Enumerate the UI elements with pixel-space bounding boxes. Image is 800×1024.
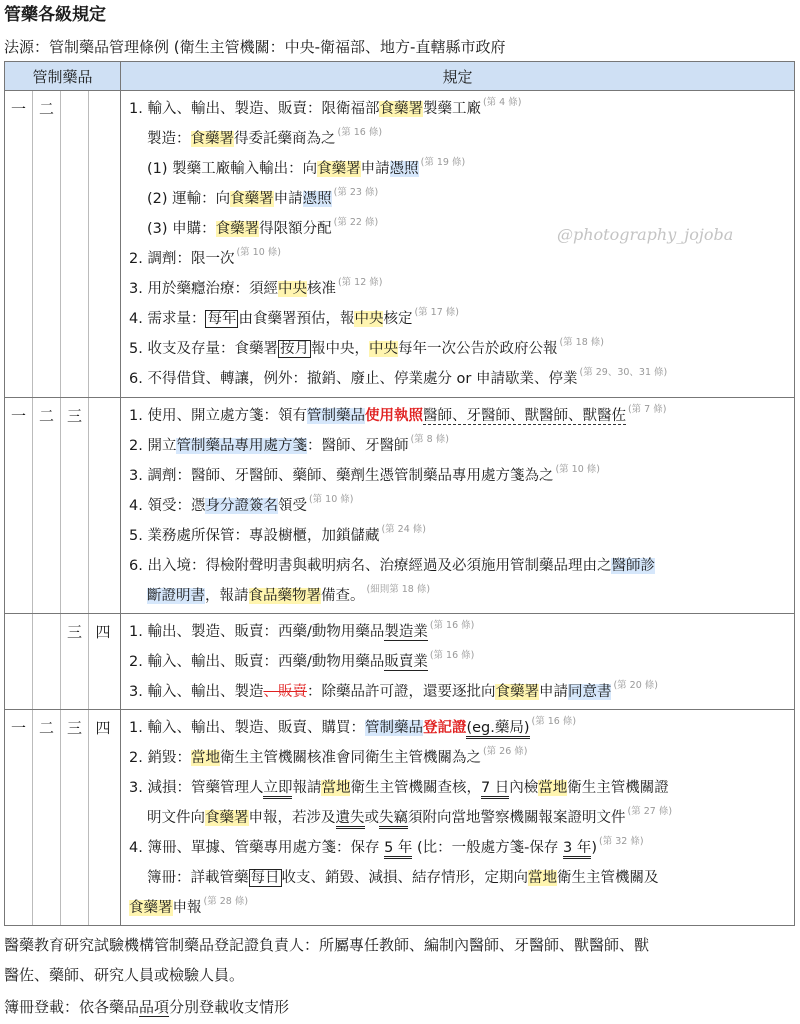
rule-line: 1. 輸出、製造、販賣：西藥/動物用藥品製造業 $^{(第 16 條)}$	[129, 620, 475, 640]
rule-line: 5. 業務處所保管：專設櫥櫃，加鎖儲藏 $^{(第 24 條)}$	[129, 524, 426, 544]
rule-line: 4. 領受：憑身分證簽名領受 $^{(第 10 條)}$	[129, 494, 354, 514]
rule-line: 3. 減損：管藥管理人立即報請當地衛生主管機關查核，7 日內檢當地衛生主管機關證	[129, 773, 794, 803]
rule-line: 4. 簿冊、單據、管藥專用處方箋：保存 5 年 (比：一般處方箋-保存 3 年) $^{(第 32 條)}$	[129, 833, 794, 863]
legal-source: 法源：管制藥品管理條例 (衛生主管機關：中央-衛福部、地方-直轄縣市政府	[4, 38, 506, 56]
rules-cell	[121, 614, 795, 710]
grade-1: 一	[5, 91, 33, 397]
grade-cell	[5, 710, 121, 926]
grade-empty	[33, 614, 61, 709]
page-title: 管藥各級規定	[4, 5, 106, 25]
rule-line: 6. 出入境：得檢附聲明書與載明病名、治療經過及必須施用管制藥品理由之醫師診	[129, 558, 655, 574]
rule-line: (1) 製藥工廠輸入輸出：向食藥署申請憑照 $^{(第 19 條)}$	[147, 157, 466, 177]
rules-cell	[121, 91, 795, 398]
header-grade: 管制藥品	[5, 62, 121, 91]
rule-line: 3. 輸入、輸出、製造、販賣：除藥品許可證，還要逐批向食藥署申請同意書 $^{(第 20 條)}$	[129, 680, 658, 700]
rule-line: 6. 不得借貸、轉讓，例外：撤銷、廢止、停業處分 or 申請歇業、停業 $^{(第 29、30、31 條)}$	[129, 367, 668, 387]
rule-line: 3. 用於藥癮治療：須經中央核准 $^{(第 12 條)}$	[129, 277, 383, 297]
footer-line: 簿冊登載：依各藥品品項分別登載收支情形	[4, 998, 290, 1016]
header-rules: 規定	[121, 62, 795, 91]
grade-empty	[89, 91, 117, 397]
grade-empty	[5, 614, 33, 709]
grade-1: 一	[5, 710, 33, 925]
watermark: @photography_jojoba	[557, 225, 734, 244]
grade-empty	[89, 398, 117, 613]
grade-3: 三	[61, 398, 89, 613]
rule-line: 3. 調劑：醫師、牙醫師、藥師、藥劑生憑管制藥品專用處方箋為之 $^{(第 10 條)}$	[129, 464, 600, 484]
grade-2: 二	[33, 710, 61, 925]
grade-cell	[5, 91, 121, 398]
rule-line: 2. 調劑：限一次 $^{(第 10 條)}$	[129, 247, 281, 267]
rule-line: 食藥署申報 $^{(第 28 條)}$	[129, 896, 249, 916]
grade-empty	[61, 91, 89, 397]
table-row-grade-3-4	[5, 614, 795, 710]
table-row-grade-1-2-3	[5, 398, 795, 614]
rule-line: 製造：食藥署得委託藥商為之 $^{(第 16 條)}$	[147, 127, 383, 147]
grade-2: 二	[33, 398, 61, 613]
rule-line: (3) 申購：食藥署得限額分配 $^{(第 22 條)}$	[147, 217, 379, 237]
footer-line: 醫佐、藥師、研究人員或檢驗人員。	[4, 966, 245, 984]
grade-cell	[5, 614, 121, 710]
grade-cell	[5, 398, 121, 614]
rule-line: 2. 開立管制藥品專用處方箋：醫師、牙醫師 $^{(第 8 條)}$	[129, 434, 449, 454]
grade-1: 一	[5, 398, 33, 613]
rules-cell	[121, 710, 795, 926]
rule-line: (2) 運輸：向食藥署申請憑照 $^{(第 23 條)}$	[147, 187, 379, 207]
regulation-table	[4, 61, 795, 926]
rule-line: 明文件向食藥署申報，若涉及遺失或失竊須附向當地警察機關報案證明文件 $^{(第 27 條)}$	[129, 803, 794, 833]
rule-line: 斷證明書，報請食品藥物署備查。 $^{(細則第 18 條)}$	[147, 584, 431, 604]
rule-line: 2. 銷毀：當地衛生主管機關核准會同衛生主管機關為之 $^{(第 26 條)}$	[129, 746, 528, 766]
rule-line: 1. 輸入、輸出、製造、販賣、購買：管制藥品登記證(eg.藥局) $^{(第 16 條)}$	[129, 713, 794, 743]
table-row-grade-1-2	[5, 91, 795, 398]
grade-3: 三	[61, 710, 89, 925]
rules-cell	[121, 398, 795, 614]
grade-3: 三	[61, 614, 89, 709]
table-row-grade-1-2-3-4	[5, 710, 795, 926]
rule-line: 5. 收支及存量：食藥署 按月 報中央，中央每年一次公告於政府公報 $^{(第 18 條)}$	[129, 337, 604, 357]
footer-line: 醫藥教育研究試驗機構管制藥品登記證負責人：所屬專任教師、編制內醫師、牙醫師、獸醫師、獸	[4, 936, 650, 954]
rule-line: 1. 使用、開立處方箋：領有管制藥品使用執照醫師、牙醫師、獸醫師、獸醫佐 $^{(第 7 條)}$	[129, 404, 667, 424]
rule-line: 2. 輸入、輸出、販賣：西藥/動物用藥品販賣業 $^{(第 16 條)}$	[129, 650, 475, 670]
grade-4: 四	[95, 719, 111, 737]
rule-line: 簿冊：詳載管藥 每日 收支、銷毀、減損、結存情形，定期向當地衛生主管機關及	[147, 870, 659, 886]
rule-line: 1. 輸入、輸出、製造、販賣：限衛福部食藥署製藥工廠 $^{(第 4 條)}$	[129, 97, 522, 117]
grade-2: 二	[33, 91, 61, 397]
grade-4: 四	[95, 623, 111, 641]
rule-line: 4. 需求量： 每年 由食藥署預估，報中央核定 $^{(第 17 條)}$	[129, 307, 459, 327]
table-header-row	[5, 62, 795, 91]
